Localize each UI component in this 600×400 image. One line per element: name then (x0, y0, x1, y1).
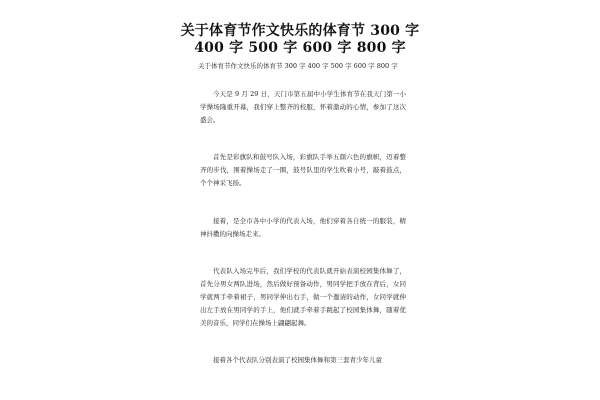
document-title-line-1: 关于体育节作文快乐的体育节 300 字 (180, 23, 420, 39)
paragraph-group-dance: 代表队入场完毕后，我们学校的代表队就开始表演校园集体舞了，首先分男女两队进场，然后做好预备动作，男同学把手放在背后，女同学就两手牵着裙子，男同学伸出右手，做一个邀请的动作，女同学就伸出左手放在男同学的手上，他们就手牵着手跳起了校园集体舞，随着优美的音乐，同学们在操场上翩翩起舞。 (200, 267, 406, 327)
paragraph-flag-team: 首先是彩旗队和鼓号队入场，彩旗队手举五颜六色的旗帜，迈着整齐的步伐，围着操场走了一圈，鼓号队里的学生吹着小号，敲着鼓点，个个神采飞扬。 (200, 153, 406, 187)
paragraph-continuation: 接着各个代表队分别表演了校园集体舞和第三套青少年儿童 (213, 356, 382, 365)
paragraph-opening: 今天是 9 月 29 日，天门市第五届中小学生体育节在我天门第一小学操场隆重开幕，我们穿上整齐的校服，怀着激动的心情，参加了这次盛会。 (200, 90, 406, 124)
document-title-line-2: 400 字 500 字 600 字 800 字 (194, 40, 406, 56)
document-subtitle: 关于体育节作文快乐的体育节 300 字 400 字 500 字 600 字 800 字 (198, 62, 398, 70)
document-body (200, 88, 406, 392)
paragraph-school-delegates: 接着，是全市各中小学的代表入场，他们穿着各自统一的服装，精神抖擞的向操场走来。 (200, 216, 406, 238)
